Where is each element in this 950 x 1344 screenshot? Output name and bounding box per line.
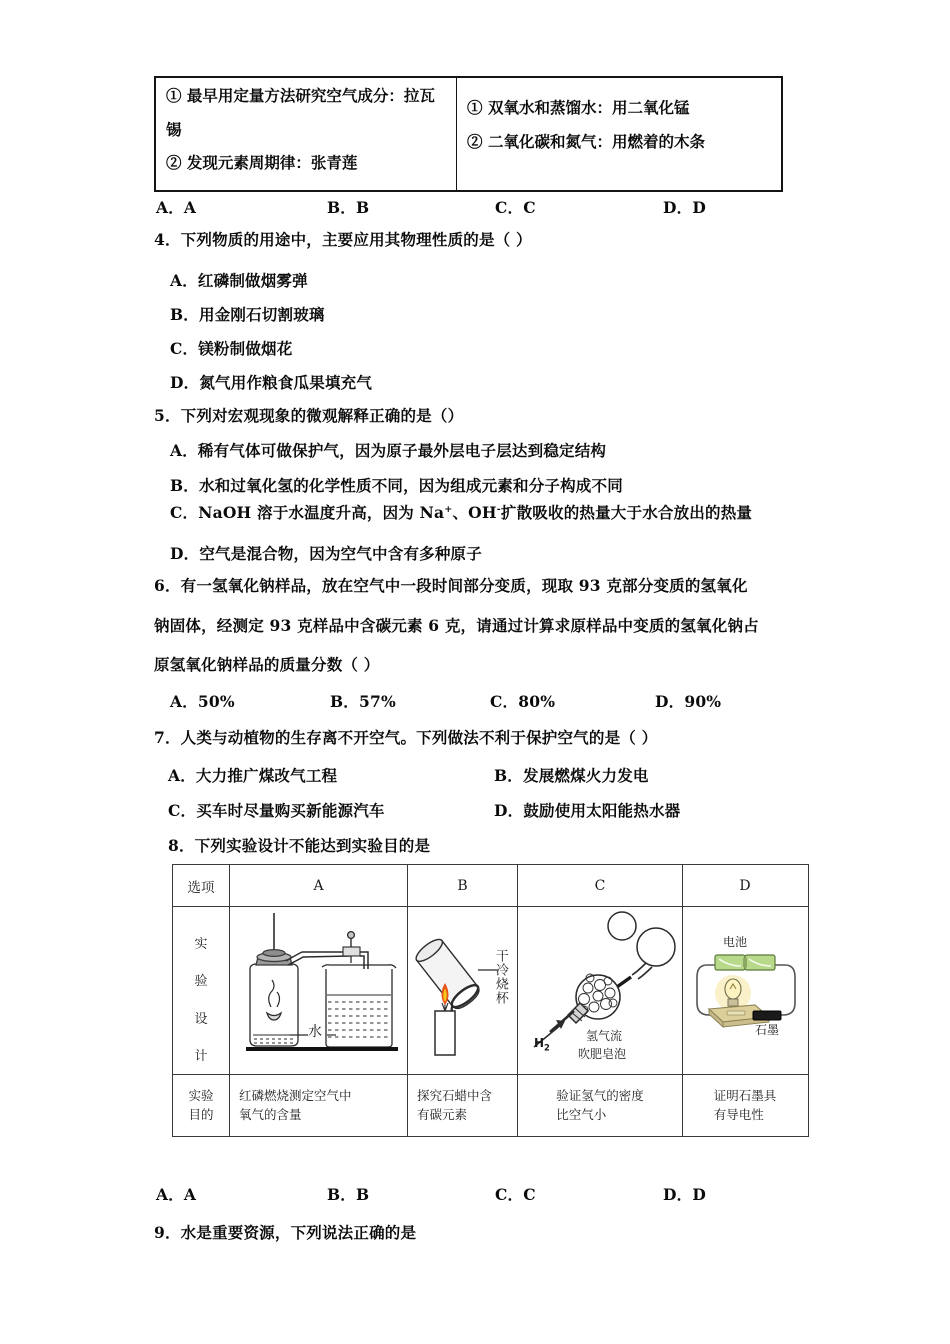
q5-option-c-sup-minus: - [496, 503, 501, 515]
q4-option-d: D．氮气用作粮食瓜果填充气 [170, 373, 373, 392]
header-cell-b: B [408, 865, 518, 906]
q6-stem-line1: 6．有一氢氧化钠样品，放在空气中一段时间部分变质，现取 93 克部分变质的氢氧化 [154, 576, 748, 595]
q3-option-b: B．B [327, 198, 370, 217]
q5-option-c-mid: 、OH [452, 503, 497, 522]
purpose-d-line1: 证明石墨具 [713, 1087, 777, 1103]
q7-option-a: A．大力推广煤改气工程 [168, 766, 338, 785]
purpose-a-line1: 红磷燃烧测定空气中 [239, 1087, 352, 1103]
purpose-cell-c [518, 1075, 683, 1136]
q6-stem-line3: 原氢氧化钠样品的质量分数（ ） [154, 655, 380, 674]
figure-label-battery: 电池 [723, 935, 748, 949]
design-row-label-cell [173, 907, 230, 1074]
q8-option-d: D．D [663, 1185, 706, 1204]
q7-option-c: C．买车时尽量购买新能源汽车 [168, 801, 385, 820]
table-design-row [173, 907, 808, 1075]
q5-option-c-sup-plus: + [444, 503, 453, 515]
purpose-b-line2: 有碳元素 [417, 1106, 468, 1122]
figure-label-hydrogen-stream-line2: 吹肥皂泡 [578, 1047, 627, 1061]
purpose-c-line2: 比空气小 [556, 1106, 607, 1122]
comparison-left-line2: 锡 [166, 119, 182, 139]
figure-graphite-circuit [683, 907, 807, 1074]
comparison-table-cell-left [156, 78, 457, 190]
design-cell-c [518, 907, 683, 1074]
purpose-row-label-cell [173, 1075, 230, 1136]
q5-option-c [170, 505, 752, 521]
label-char-3: 设 [194, 1011, 208, 1027]
header-cell-option: 选项 [173, 865, 230, 906]
q5-option-c-pre: C．NaOH 溶于水温度升高，因为 Na [170, 503, 445, 522]
q8-option-b: B．B [327, 1185, 370, 1204]
q6-option-a: A．50% [170, 692, 235, 711]
purpose-cell-b [408, 1075, 518, 1136]
purpose-row-label [173, 1075, 229, 1136]
figure-label-water: 水 [308, 1024, 322, 1040]
q8-option-a: A．A [156, 1185, 197, 1204]
q4-option-a: A．红磷制做烟雾弹 [170, 271, 308, 290]
comparison-left-line3: ② 发现元素周期律：张青莲 [166, 153, 358, 172]
q4-stem: 4．下列物质的用途中，主要应用其物理性质的是（ ） [154, 230, 532, 249]
q6-option-d: D．90% [655, 692, 722, 711]
q8-stem: 8．下列实验设计不能达到实验目的是 [168, 836, 431, 855]
purpose-cell-a [230, 1075, 408, 1136]
q3-option-a: A．A [156, 198, 197, 217]
label-char-4: 计 [194, 1048, 208, 1064]
experiment-design-table [172, 864, 809, 1137]
q4-option-b: B．用金刚石切割玻璃 [170, 305, 325, 324]
header-cell-d: D [739, 877, 751, 894]
q5-stem: 5．下列对宏观现象的微观解释正确的是（） [154, 406, 464, 425]
figure-label-hydrogen-formula: $H_2$ [534, 1036, 550, 1053]
purpose-a-line2: 氧气的含量 [239, 1106, 302, 1122]
purpose-cell-d [683, 1075, 807, 1136]
q9-stem: 9．水是重要资源，下列说法正确的是 [154, 1223, 417, 1242]
q5-option-d: D．空气是混合物，因为空气中含有多种原子 [170, 544, 482, 563]
purpose-label-line2: 目的 [188, 1106, 214, 1122]
design-cell-a [230, 907, 408, 1074]
comparison-right-line2: ② 二氧化碳和氮气：用燃着的木条 [467, 131, 705, 151]
design-cell-b [408, 907, 518, 1074]
label-char-1: 实 [194, 937, 208, 953]
q3-option-c: C．C [495, 198, 536, 217]
design-row-label [173, 907, 229, 1090]
q7-stem: 7．人类与动植物的生存离不开空气。下列做法不利于保护空气的是（ ） [154, 728, 658, 747]
purpose-b-line1: 探究石蜡中含 [417, 1087, 493, 1103]
table-purpose-row [173, 1075, 808, 1136]
label-char-2: 验 [194, 974, 208, 990]
figure-red-phosphorus-apparatus [230, 907, 407, 1074]
design-cell-d [683, 907, 807, 1074]
figure-label-hydrogen-stream-line1: 氢气流 [586, 1029, 623, 1043]
comparison-table [154, 76, 783, 192]
q6-option-c: C．80% [490, 692, 556, 711]
table-header-row [173, 865, 808, 907]
comparison-table-cell-right [457, 78, 781, 190]
q5-option-b: B．水和过氧化氢的化学性质不同，因为组成元素和分子构成不同 [170, 476, 623, 495]
q8-option-c: C．C [495, 1185, 536, 1204]
header-cell-a: A [230, 865, 408, 906]
purpose-label-line1: 实验 [188, 1088, 214, 1104]
purpose-d-line2: 有导电性 [713, 1106, 764, 1122]
purpose-c-line1: 验证氢气的密度 [556, 1087, 644, 1103]
q3-option-d: D．D [663, 198, 706, 217]
q6-stem-line2: 钠固体，经测定 93 克样品中含碳元素 6 克，请通过计算求原样品中变质的氢氧化钠占 [154, 616, 759, 635]
q5-option-c-post: 扩散吸收的热量大于水合放出的热量 [500, 503, 753, 522]
q5-option-a: A．稀有气体可做保护气，因为原子最外层电子层达到稳定结构 [170, 441, 607, 460]
comparison-left-line1: ① 最早用定量方法研究空气成分：拉瓦 [166, 86, 435, 105]
figure-label-graphite: 石墨 [755, 1023, 780, 1037]
header-cell-c: C [518, 865, 683, 906]
q6-option-b: B．57% [330, 692, 396, 711]
figure-label-dry-cold-beaker: 干冷烧杯 [492, 949, 508, 1005]
q4-option-c: C．镁粉制做烟花 [170, 339, 293, 358]
comparison-right-line1: ① 双氧水和蒸馏水：用二氧化锰 [467, 98, 690, 117]
q7-option-b: B．发展燃煤火力发电 [494, 766, 649, 785]
q7-option-d: D．鼓励使用太阳能热水器 [494, 801, 681, 820]
